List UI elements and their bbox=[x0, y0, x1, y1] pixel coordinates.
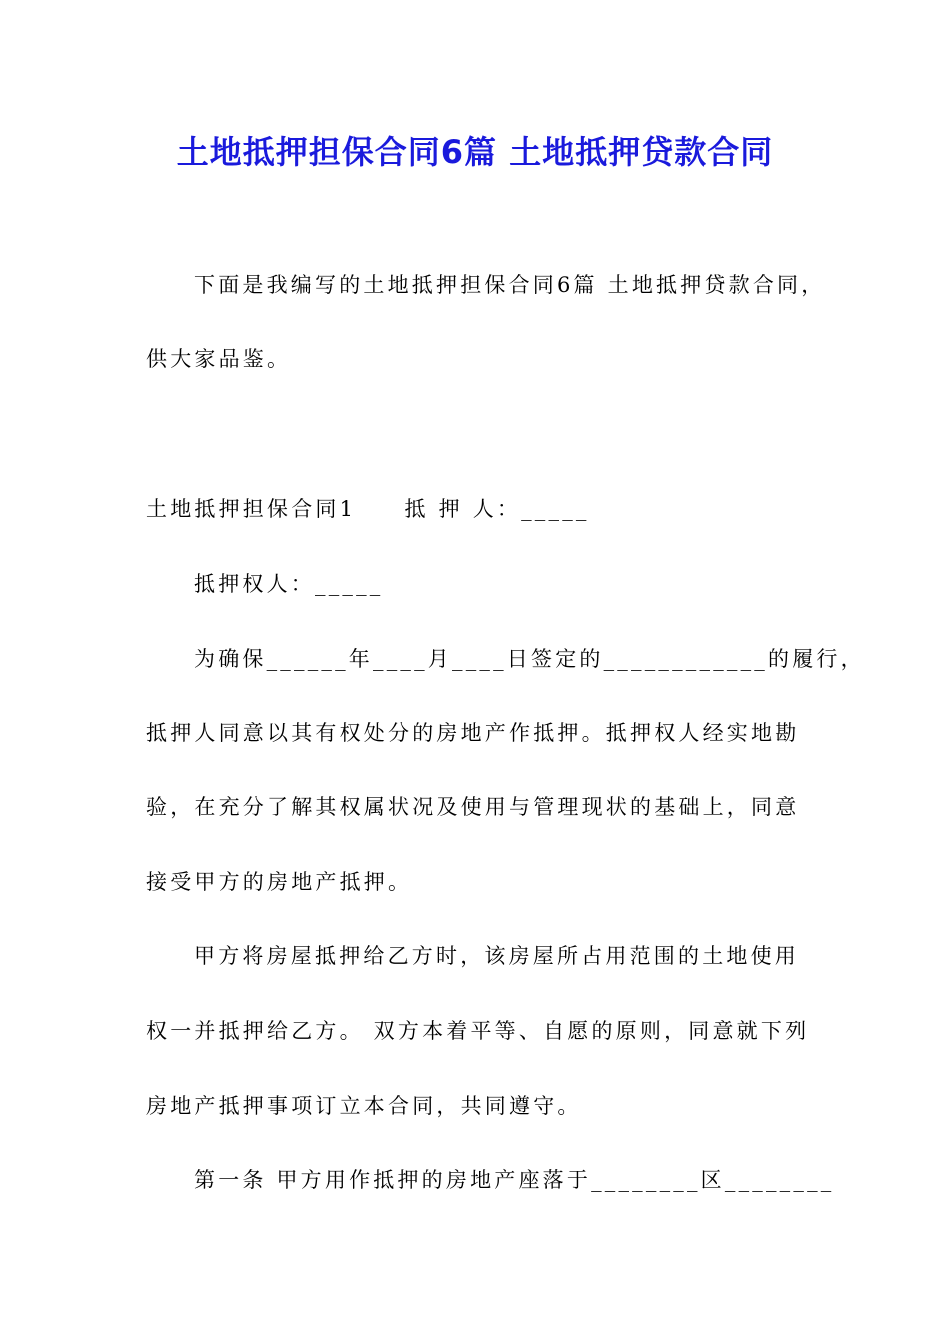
document-title: 土地抵押担保合同6篇 土地抵押贷款合同 bbox=[176, 133, 774, 171]
paragraph-1-line-3: 验，在充分了解其权属状况及使用与管理现状的基础上，同意 bbox=[146, 795, 800, 819]
intro-line-1: 下面是我编写的土地抵押担保合同6篇 土地抵押贷款合同， bbox=[194, 273, 826, 297]
paragraph-1-line-4: 接受甲方的房地产抵押。 bbox=[146, 870, 413, 894]
paragraph-2-line-3: 房地产抵押事项订立本合同，共同遵守。 bbox=[146, 1094, 582, 1118]
paragraph-1-line-2: 抵押人同意以其有权处分的房地产作抵押。抵押权人经实地勘 bbox=[146, 721, 800, 745]
paragraph-1-line-1: 为确保______年____月____日签定的____________的履行， bbox=[194, 647, 865, 671]
paragraph-2-line-1: 甲方将房屋抵押给乙方时，该房屋所占用范围的土地使用 bbox=[194, 944, 799, 968]
article-1-line-1: 第一条 甲方用作抵押的房地产座落于________区________ bbox=[194, 1168, 835, 1192]
paragraph-2-line-2: 权一并抵押给乙方。 双方本着平等、自愿的原则，同意就下列 bbox=[146, 1019, 810, 1043]
contract-heading-line: 土地抵押担保合同1 抵 押 人：_____ bbox=[146, 497, 590, 521]
mortgagee-line: 抵押权人：_____ bbox=[194, 572, 384, 596]
intro-line-2: 供大家品鉴。 bbox=[146, 347, 292, 371]
